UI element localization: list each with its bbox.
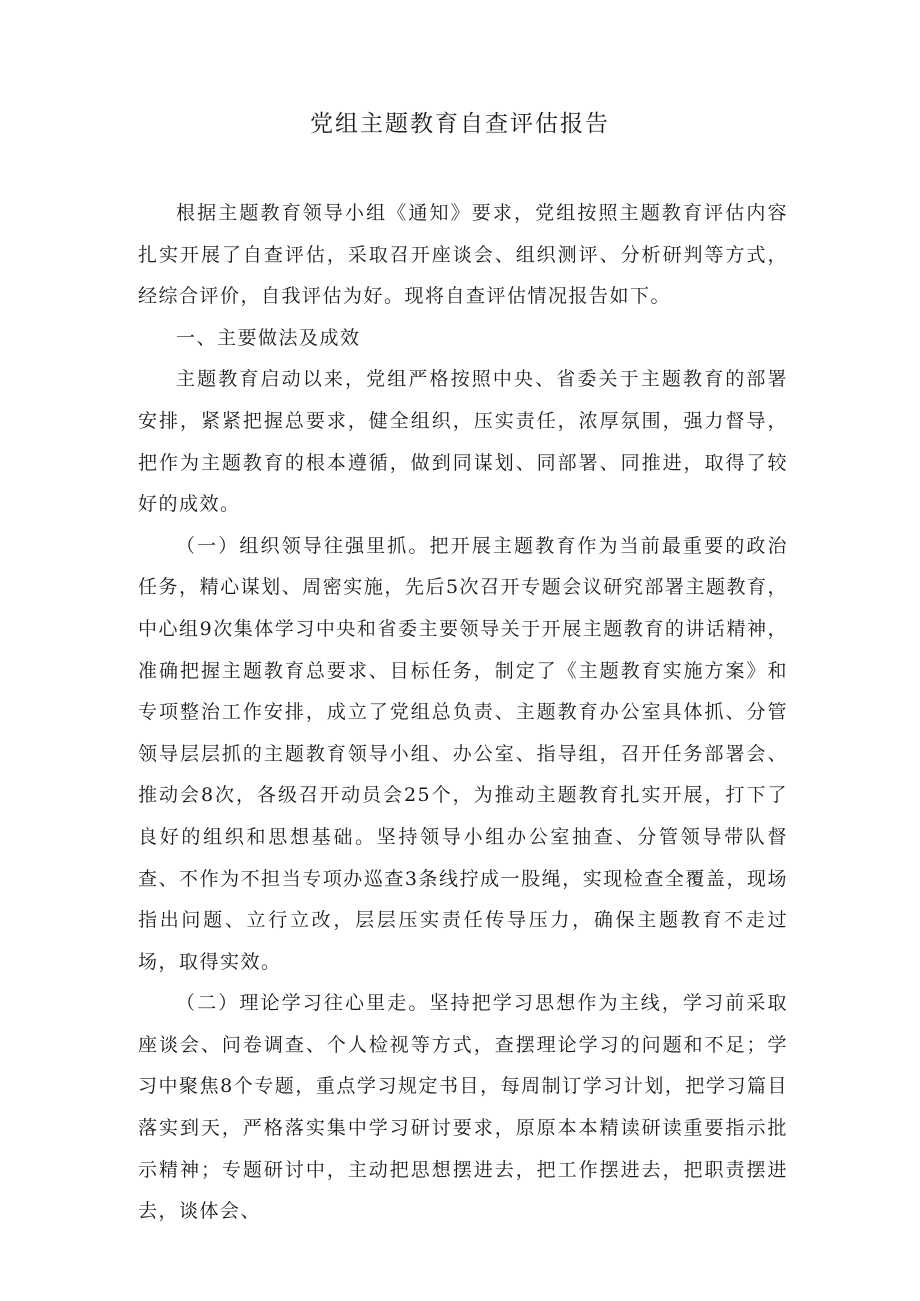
- organization-leadership-paragraph: （一）组织领导往强里抓。把开展主题教育作为当前最重要的政治任务，精心谋划、周密实施，先后5次召开专题会议研究部署主题教育，中心组9次集体学习中央和省委主要领导关于开展主题教育的讲话精神，准确把握主题教育总要求、目标任务，制定了《主题教育实施方案》和专项整治工作安排，成立了党组总负责、主题教育办公室具体抓、分管领导层层抓的主题教育领导小组、办公室、指导组，召开任务部署会、推动会8次，各级召开动员会25个，为推动主题教育扎实开展，打下了良好的组织和思想基础。坚持领导小组办公室抽查、分管领导带队督查、不作为不担当专项办巡查3条线拧成一股绳，实现检查全覆盖，现场指出问题、立行立改，层层压实责任传导压力，确保主题教育不走过场，取得实效。: [138, 534, 788, 973]
- section-heading-main-practices: 一、主要做法及成效: [176, 326, 361, 349]
- overview-paragraph: 主题教育启动以来，党组严格按照中央、省委关于主题教育的部署安排，紧紧把握总要求，健全组织，压实责任，浓厚氛围，强力督导，把作为主题教育的根本遵循，做到同谋划、同部署、同推进，取得了较好的成效。: [138, 368, 788, 516]
- theory-study-paragraph: （二）理论学习往心里走。坚持把学习思想作为主线，学习前采取座谈会、问卷调查、个人检视等方式，查摆理论学习的问题和不足；学习中聚焦8个专题，重点学习规定书目，每周制订学习计划，把学习篇目落实到天，严格落实集中学习研讨要求，原原本本精读研读重要指示批示精神；专题研讨中，主动把思想摆进去，把工作摆进去，把职责摆进去，谈体会、: [138, 992, 788, 1223]
- document-body: [138, 193, 788, 1233]
- document-title: 党组主题教育自查评估报告: [310, 111, 610, 137]
- intro-paragraph: 根据主题教育领导小组《通知》要求，党组按照主题教育评估内容扎实开展了自查评估，采取召开座谈会、组织测评、分析研判等方式，经综合评价，自我评估为好。现将自查评估情况报告如下。: [138, 202, 788, 308]
